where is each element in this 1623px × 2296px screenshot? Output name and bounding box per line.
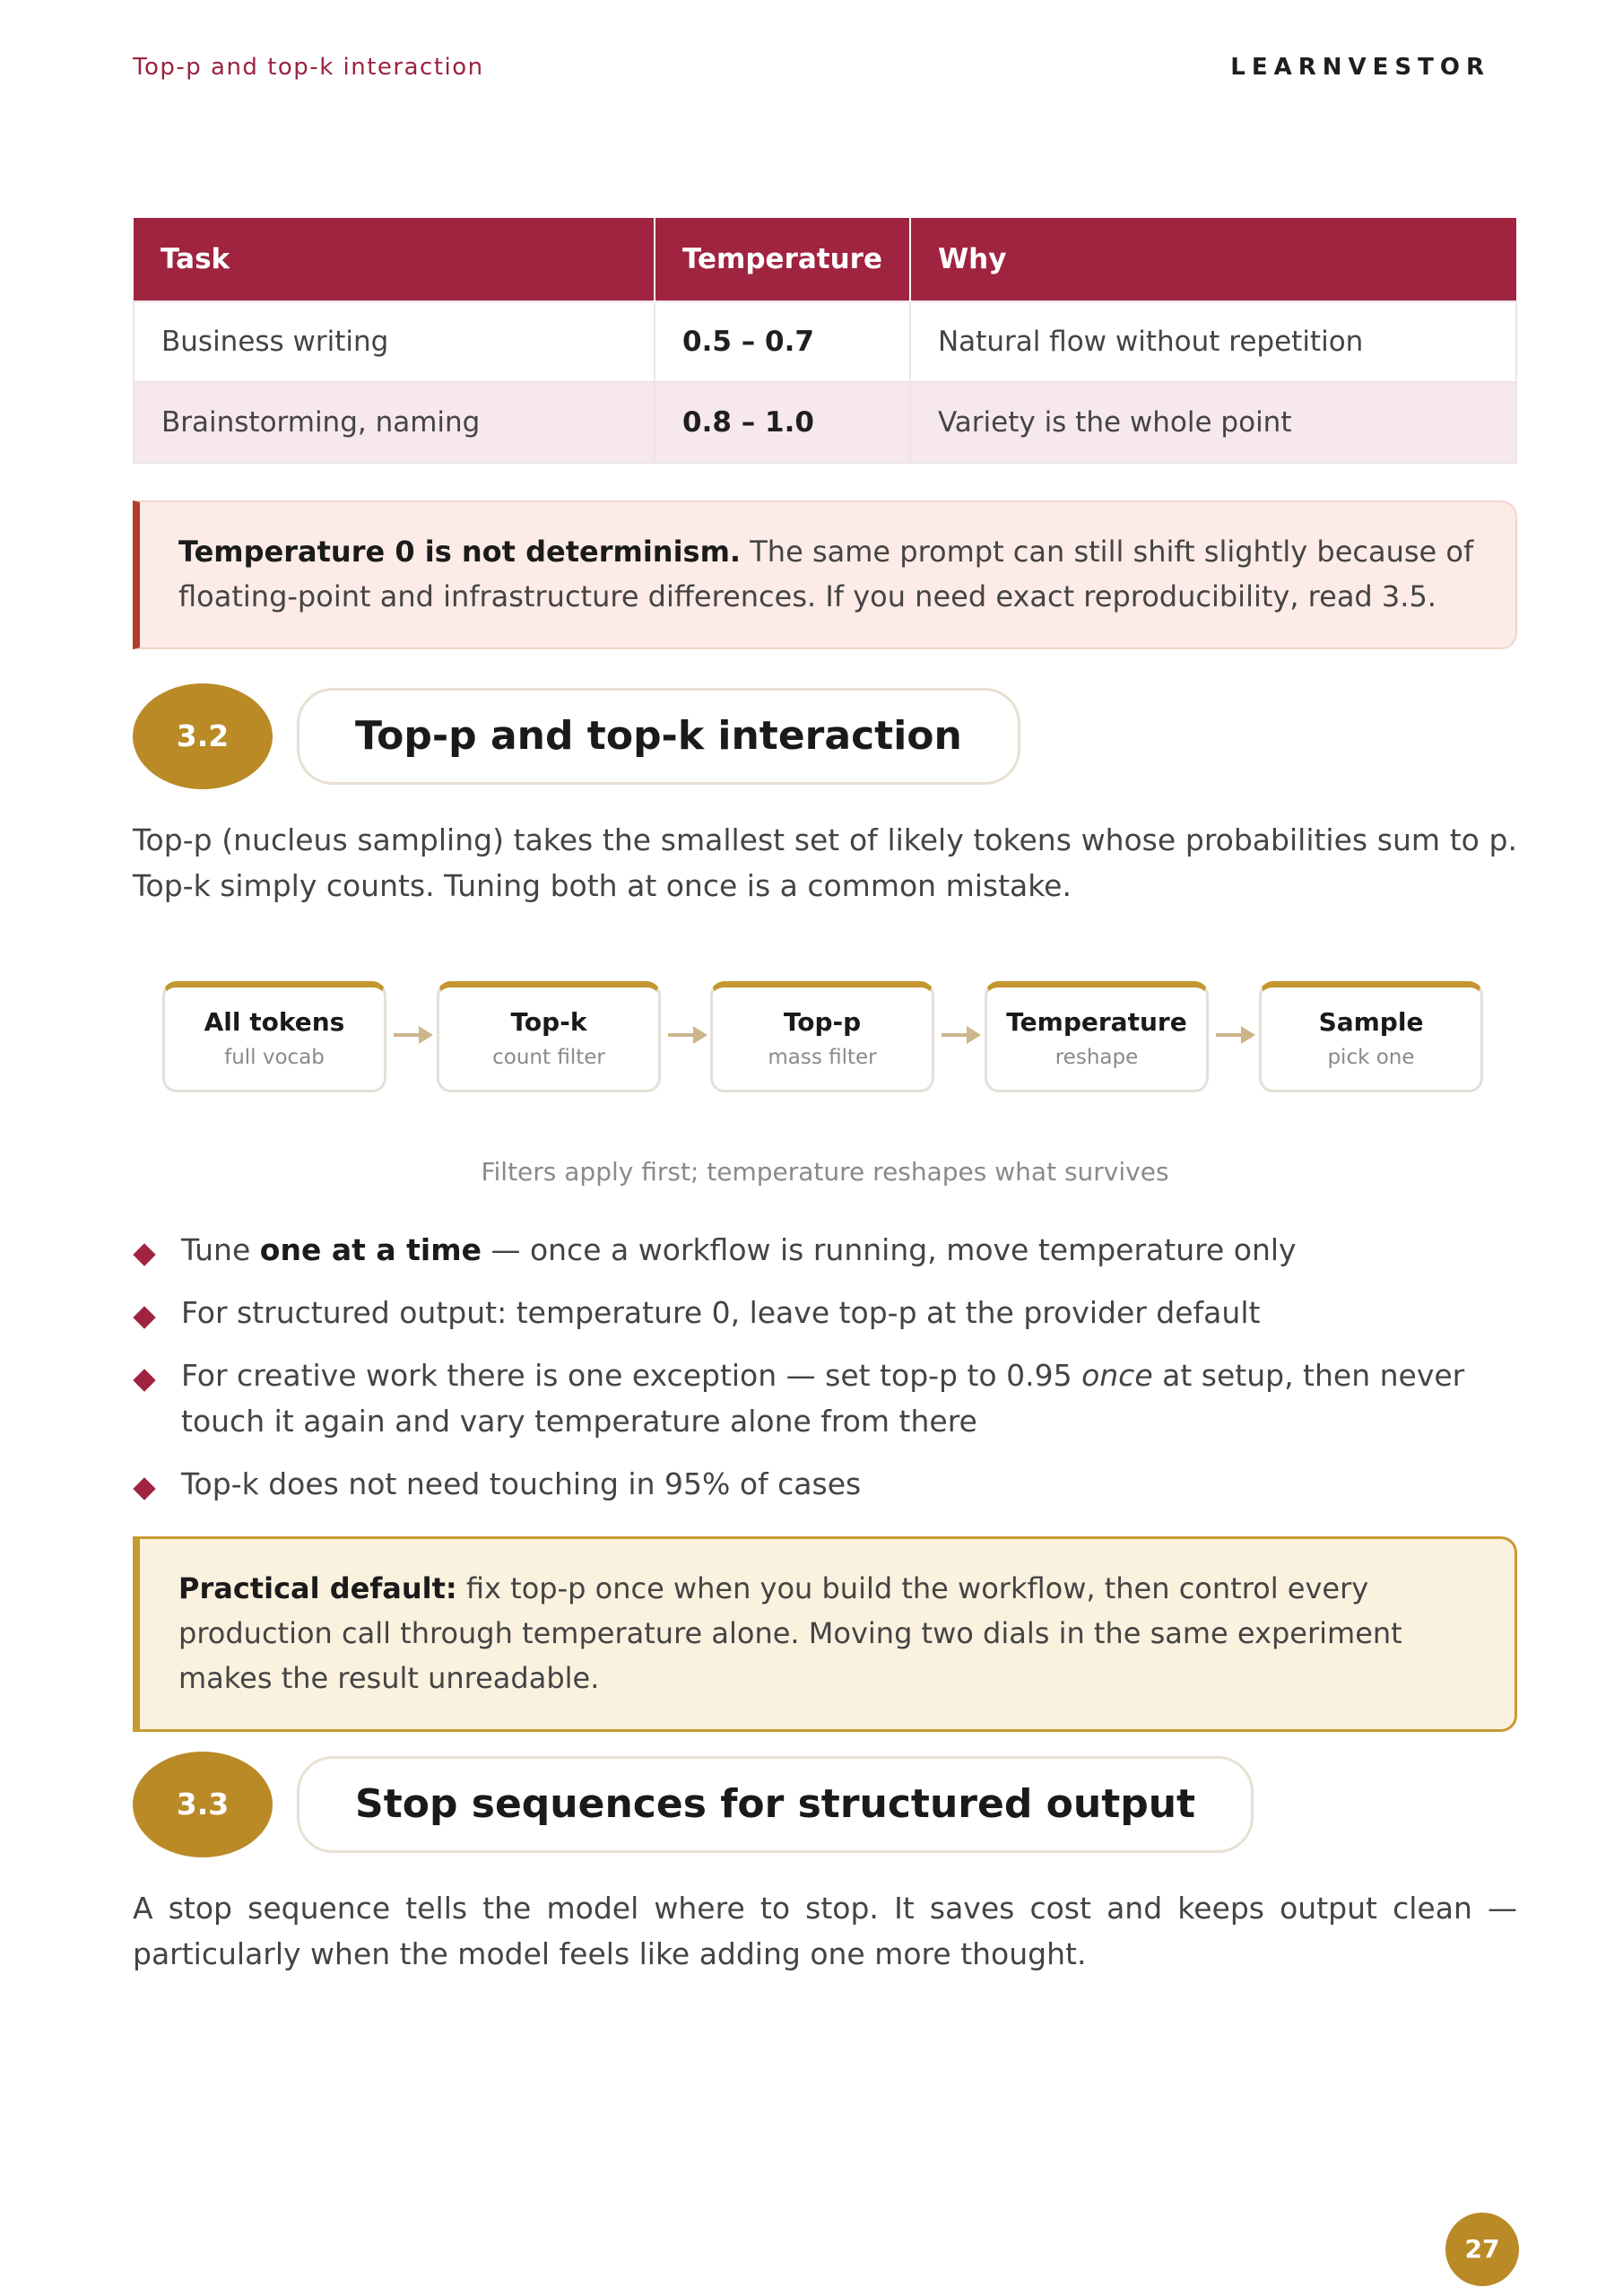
tip-callout-text: fix top-p once when you build the workflow, then control every production call through temperature alone. Moving two dials in the same experiment makes the result unreadable. bbox=[178, 1571, 1402, 1695]
stage-name: Sample bbox=[1318, 1007, 1424, 1037]
table-header-row bbox=[134, 218, 1516, 301]
section-intro-paragraph: A stop sequence tells the model where to stop. It saves cost and keeps output clean — particularly when the model feels like adding one more thought. bbox=[133, 1891, 1517, 1971]
diamond-bullet-icon bbox=[133, 1477, 155, 1500]
tip-callout-lead: Practical default: bbox=[178, 1571, 457, 1605]
diamond-bullet-icon bbox=[133, 1243, 155, 1265]
section-title: Stop sequences for structured output bbox=[297, 1756, 1254, 1853]
pipeline-stage-top-p bbox=[710, 981, 934, 1092]
table-cell-temperature: 0.8 – 1.0 bbox=[655, 382, 910, 463]
arrow-right-icon bbox=[392, 1023, 435, 1047]
list-item-text: Tune bbox=[181, 1232, 260, 1267]
list-item-text: Top-k does not need touching in 95% of cases bbox=[181, 1466, 862, 1501]
stage-subtitle: mass filter bbox=[768, 1046, 877, 1069]
stage-name: All tokens bbox=[204, 1007, 345, 1037]
warning-callout bbox=[133, 500, 1517, 649]
list-item-emphasis: one at a time bbox=[259, 1232, 482, 1267]
table-cell-temperature: 0.5 – 0.7 bbox=[655, 301, 910, 382]
temperature-table bbox=[133, 218, 1517, 464]
diamond-bullet-icon bbox=[133, 1306, 155, 1328]
arrow-right-icon bbox=[1214, 1023, 1257, 1047]
pipeline-stage-temperature bbox=[985, 981, 1209, 1092]
column-header-why: Why bbox=[910, 218, 1516, 301]
list-item-text: — once a workflow is running, move temperature only bbox=[481, 1232, 1297, 1267]
table-cell-task: Brainstorming, naming bbox=[134, 382, 655, 463]
diamond-bullet-icon bbox=[133, 1369, 155, 1391]
section-intro-paragraph: Top-p (nucleus sampling) takes the smallest set of likely tokens whose probabilities sum to p. Top-k simply counts. Tuning both at once is a common mistake. bbox=[133, 822, 1517, 903]
pipeline-stage-top-k bbox=[437, 981, 661, 1092]
stage-subtitle: full vocab bbox=[224, 1046, 325, 1069]
list-item-emphasis: once bbox=[1081, 1358, 1153, 1393]
list-item-text: For creative work there is one exception — set top-p to 0.95 bbox=[181, 1358, 1082, 1393]
pipeline-stage-all-tokens bbox=[162, 981, 386, 1092]
brand-logo-text: LEARNVESTOR bbox=[1230, 54, 1490, 81]
page-number: 27 bbox=[1445, 2213, 1519, 2286]
warning-callout-text: The same prompt can still shift slightly because of floating-point and infrastructure differences. If you need exact reproducibility, read 3.5. bbox=[178, 535, 1474, 613]
section-title: Top-p and top-k interaction bbox=[297, 688, 1020, 785]
stage-name: Temperature bbox=[1006, 1007, 1187, 1037]
section-number-badge: 3.3 bbox=[133, 1752, 273, 1857]
running-title: Top-p and top-k interaction bbox=[133, 54, 484, 81]
table-row bbox=[134, 301, 1516, 382]
column-header-task: Task bbox=[134, 218, 655, 301]
column-header-temperature: Temperature bbox=[655, 218, 910, 301]
table-cell-task: Business writing bbox=[134, 301, 655, 382]
diagram-caption: Filters apply first; temperature reshapes what survives bbox=[481, 1157, 1169, 1187]
table-cell-why: Natural flow without repetition bbox=[910, 301, 1516, 382]
table-cell-why: Variety is the whole point bbox=[910, 382, 1516, 463]
stage-subtitle: reshape bbox=[1055, 1046, 1139, 1069]
bullet-list bbox=[133, 1227, 1532, 1524]
practical-default-callout bbox=[133, 1536, 1517, 1732]
arrow-right-icon bbox=[940, 1023, 983, 1047]
pipeline-stage-sample bbox=[1259, 981, 1483, 1092]
list-item-text: For structured output: temperature 0, leave top-p at the provider default bbox=[181, 1295, 1261, 1330]
stage-name: Top-p bbox=[783, 1007, 862, 1037]
section-number-badge: 3.2 bbox=[133, 683, 273, 789]
list-item bbox=[133, 1290, 1532, 1335]
list-item bbox=[133, 1227, 1532, 1273]
table-row bbox=[134, 382, 1516, 463]
stage-subtitle: pick one bbox=[1327, 1046, 1415, 1069]
list-item-text: at setup, then never touch it again and vary temperature alone from there bbox=[181, 1358, 1465, 1439]
list-item bbox=[133, 1461, 1532, 1507]
warning-callout-lead: Temperature 0 is not determinism. bbox=[178, 535, 742, 569]
stage-subtitle: count filter bbox=[492, 1046, 605, 1069]
arrow-right-icon bbox=[666, 1023, 709, 1047]
list-item bbox=[133, 1352, 1532, 1444]
stage-name: Top-k bbox=[510, 1007, 587, 1037]
